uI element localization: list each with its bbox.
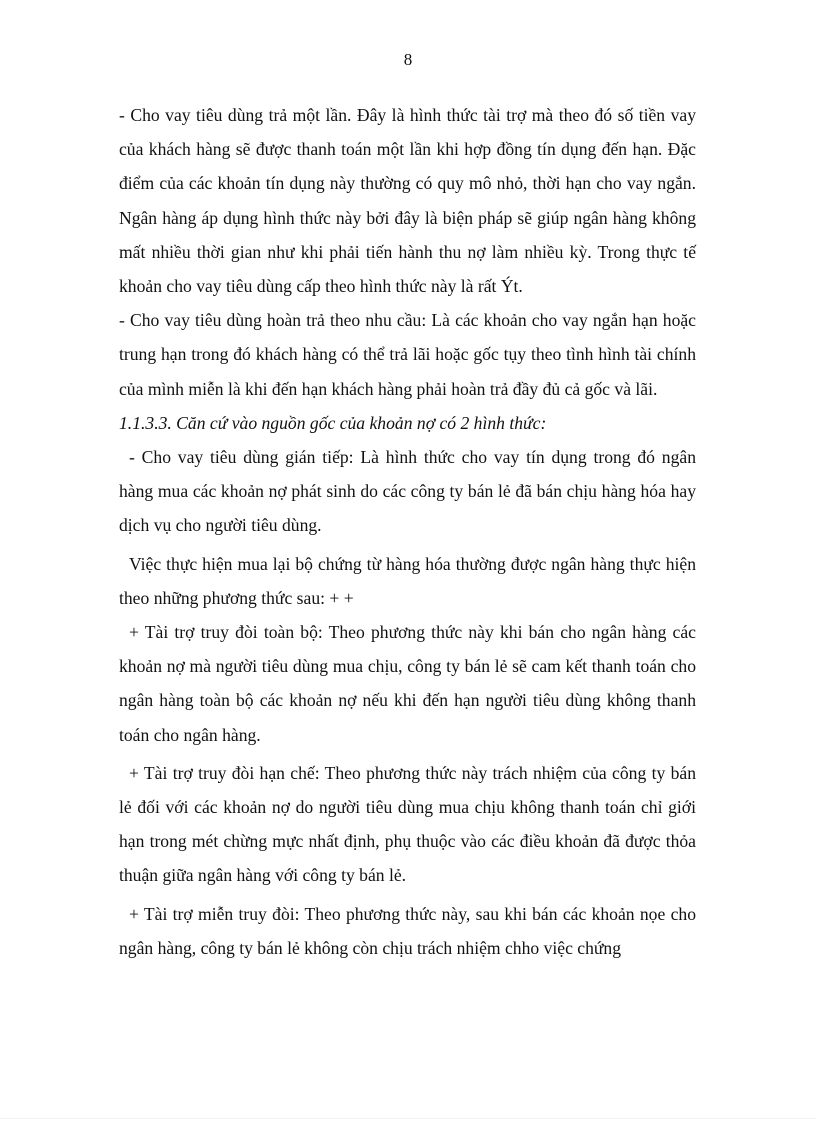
document-body [119,98,696,965]
section-heading-1-1-3-3: 1.1.3.3. Căn cứ vào nguồn gốc của khoản nợ có 2 hình thức: [119,412,547,433]
paragraph-repay-on-demand: - Cho vay tiêu dùng hoàn trả theo nhu cầu: Là các khoản cho vay ngắn hạn hoặc trung hạn trong đó khách hàng có thể trả lãi hoặc gốc tụy theo tình hình tài chính của mình miễn là khi đến hạn khách hàng phải hoàn trả đầy đủ cả gốc và lãi. [119,310,696,399]
paragraph-limited-recourse: + Tài trợ truy đòi hạn chế: Theo phương thức này trách nhiệm của công ty bán lẻ đối với các khoản nợ do người tiêu dùng mua chịu không thanh toán chỉ giới hạn trong mét chừng mực nhất định, phụ thuộc vào các điều khoản đã được thỏa thuận giữa ngân hàng với công ty bán lẻ. [119,762,696,886]
page-number: 8 [403,50,413,69]
paragraph-indirect-lending: - Cho vay tiêu dùng gián tiếp: Là hình thức cho vay tín dụng trong đó ngân hàng mua các khoản nợ phát sinh do các công ty bán lẻ đã bán chịu hàng hóa hay dịch vụ cho người tiêu dùng. [119,447,696,536]
paragraph-full-recourse: + Tài trợ truy đòi toàn bộ: Theo phương thức này khi bán cho ngân hàng các khoản nợ mà người tiêu dùng mua chịu, công ty bán lẻ sẽ cam kết thanh toán cho ngân hàng toàn bộ các khoản nợ nếu khi đến hạn người tiêu dùng không thanh toán cho ngân hàng. [119,622,696,745]
page-bottom-edge [0,1118,816,1119]
paragraph-repay-once: - Cho vay tiêu dùng trả một lần. Đây là hình thức tài trợ mà theo đó số tiền vay của khách hàng sẽ được thanh toán một lần khi hợp đồng tín dụng đến hạn. Đặc điểm của các khoản tín dụng này thường có quy mô nhỏ, thời hạn cho vay ngắn. Ngân hàng áp dụng hình thức này bởi đây là biện pháp sẽ giúp ngân hàng không mất nhiều thời gian như khi phải tiến hành thu nợ làm nhiều kỳ. Trong thực tế khoản cho vay tiêu dùng cấp theo hình thức này là rất Ýt. [119,105,696,297]
paragraph-purchase-methods: Việc thực hiện mua lại bộ chứng từ hàng hóa thường được ngân hàng thực hiện theo những phương thức sau: + + [119,553,696,608]
paragraph-non-recourse: + Tài trợ miễn truy đòi: Theo phương thức này, sau khi bán các khoản nọe cho ngân hàng, công ty bán lẻ không còn chịu trách nhiệm chho việc chứng [119,903,696,958]
